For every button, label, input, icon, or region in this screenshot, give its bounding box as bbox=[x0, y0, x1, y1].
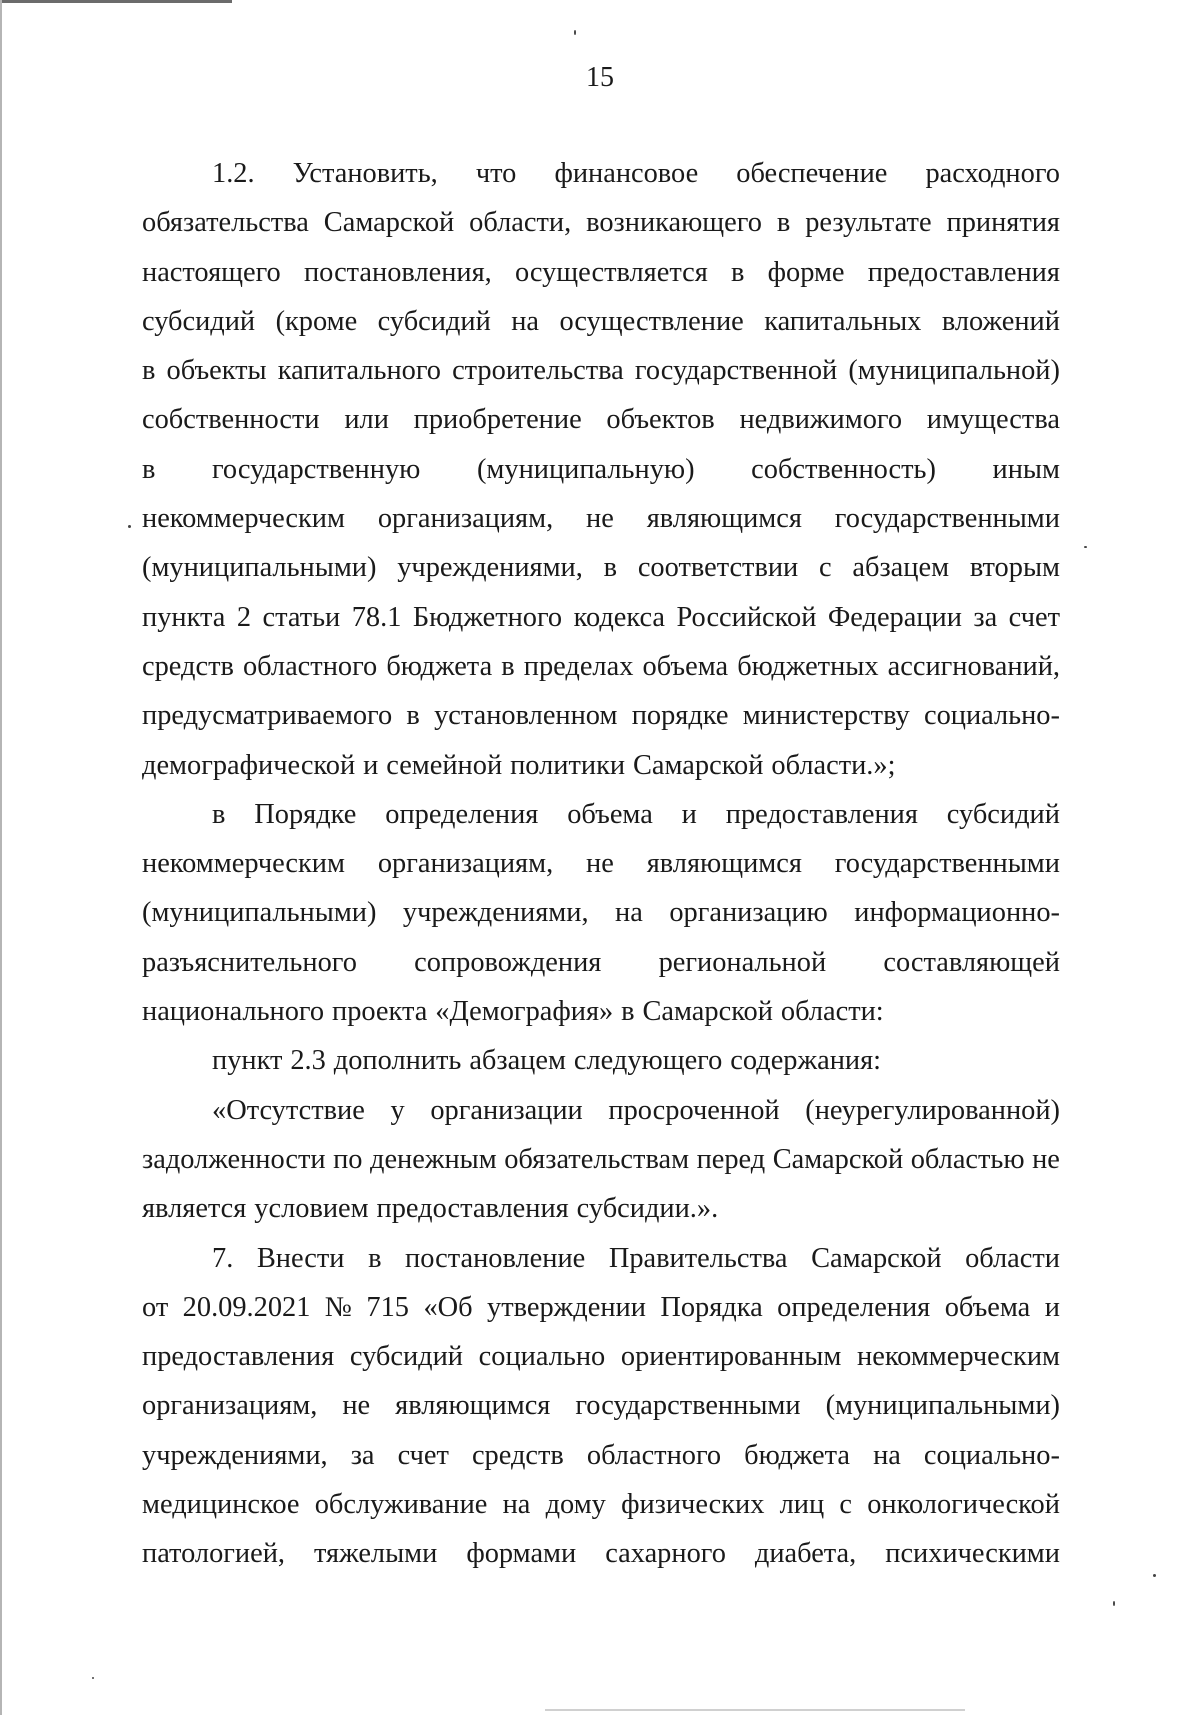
word: строительства bbox=[452, 355, 624, 387]
text-line bbox=[142, 746, 1060, 795]
word: не bbox=[342, 1390, 371, 1422]
word: пределах bbox=[523, 650, 634, 682]
word: собственность) bbox=[751, 453, 936, 485]
word: областью bbox=[910, 1143, 1025, 1175]
word: области, bbox=[469, 207, 572, 239]
word: Бюджетного bbox=[412, 601, 563, 633]
word: за bbox=[350, 1439, 375, 1471]
word: информационно- bbox=[854, 897, 1060, 929]
text-line bbox=[142, 1140, 1060, 1189]
word: Самарской bbox=[323, 207, 455, 239]
word: и bbox=[363, 749, 379, 781]
word: абзацем bbox=[852, 552, 950, 584]
word: Установить, bbox=[292, 158, 438, 189]
word: некоммерческим bbox=[142, 848, 345, 880]
word: семейной bbox=[386, 749, 503, 781]
word: некоммерческим bbox=[142, 503, 345, 535]
word: составляющей bbox=[883, 946, 1060, 978]
text-line bbox=[142, 1041, 1060, 1090]
word: предоставления bbox=[142, 1341, 335, 1373]
word: является bbox=[142, 1193, 247, 1225]
word: «Отсутствие bbox=[212, 1094, 365, 1126]
word: сахарного bbox=[605, 1538, 726, 1570]
text-line bbox=[142, 893, 1060, 942]
word: Порядка bbox=[660, 1291, 763, 1323]
word: обязательствам bbox=[504, 1143, 690, 1175]
word: бюджетных bbox=[737, 650, 879, 682]
word: финансовое bbox=[554, 158, 699, 189]
word: в bbox=[406, 700, 420, 732]
word: у bbox=[390, 1094, 405, 1126]
word: организацию bbox=[669, 897, 828, 929]
word: или bbox=[344, 404, 389, 436]
word: в bbox=[142, 453, 156, 485]
word: статьи bbox=[262, 601, 341, 633]
word: в bbox=[142, 355, 156, 387]
word: политики bbox=[510, 749, 626, 781]
word: предоставления bbox=[867, 256, 1060, 288]
word: учреждениями, bbox=[142, 1439, 328, 1471]
text-line bbox=[142, 1386, 1060, 1435]
word: субсидий bbox=[946, 798, 1060, 830]
word: иным bbox=[992, 453, 1060, 485]
scan-speck bbox=[1113, 1601, 1115, 1606]
text-line bbox=[142, 844, 1060, 893]
word: организации bbox=[430, 1094, 583, 1126]
text-line bbox=[142, 943, 1060, 992]
page-number: 15 bbox=[586, 62, 614, 93]
word: субсидий bbox=[377, 305, 491, 337]
word: просроченной bbox=[608, 1094, 780, 1126]
word: лиц bbox=[779, 1489, 825, 1521]
word: объектов bbox=[606, 404, 715, 436]
word: дополнить bbox=[333, 1045, 462, 1077]
word: 20.09.2021 bbox=[182, 1291, 311, 1323]
word: с bbox=[839, 1489, 853, 1521]
word: предоставления bbox=[725, 798, 918, 830]
word: принятия bbox=[946, 207, 1060, 239]
text-line bbox=[142, 696, 1060, 745]
word: социально- bbox=[923, 1439, 1060, 1471]
word: сопровождения bbox=[414, 946, 602, 978]
word: что bbox=[475, 158, 517, 189]
word: 7. bbox=[212, 1242, 234, 1274]
word: проекта bbox=[332, 996, 428, 1028]
word: на bbox=[511, 305, 540, 337]
word: учреждениями, bbox=[402, 897, 589, 929]
word: задолженности bbox=[142, 1143, 326, 1175]
text-line bbox=[142, 548, 1060, 597]
word: объекты bbox=[166, 355, 267, 387]
word: объема bbox=[944, 1291, 1031, 1323]
word: области: bbox=[780, 996, 884, 1028]
word: в bbox=[501, 650, 515, 682]
word: социально- bbox=[923, 700, 1060, 732]
text-line bbox=[142, 1189, 1060, 1238]
word: в bbox=[776, 207, 791, 239]
word: № bbox=[324, 1291, 352, 1323]
word: медицинское bbox=[142, 1489, 300, 1521]
word: определения bbox=[385, 798, 539, 830]
text-line bbox=[142, 1534, 1060, 1583]
word: (муниципальными) bbox=[142, 552, 377, 584]
text-line bbox=[142, 203, 1060, 252]
word: по bbox=[333, 1143, 363, 1175]
word: государственными bbox=[834, 848, 1060, 880]
word: государственной bbox=[634, 355, 838, 387]
word: вложений bbox=[941, 305, 1060, 337]
text-line bbox=[142, 400, 1060, 449]
word: в bbox=[621, 996, 635, 1028]
word: следующего bbox=[573, 1045, 723, 1077]
word: онкологической bbox=[867, 1489, 1060, 1521]
word: постановления, bbox=[303, 256, 492, 288]
word: порядке bbox=[631, 700, 729, 732]
word: пункта bbox=[142, 601, 226, 633]
word: соответствии bbox=[637, 552, 799, 584]
word: обязательства bbox=[142, 207, 309, 239]
word: кодекса bbox=[573, 601, 666, 633]
word: Самарской bbox=[642, 996, 773, 1028]
word: Внести bbox=[256, 1242, 345, 1274]
word: постановление bbox=[405, 1242, 586, 1274]
word: национального bbox=[142, 996, 325, 1028]
word: Порядке bbox=[254, 798, 357, 830]
word: (муниципальной) bbox=[848, 355, 1060, 387]
word: государственными bbox=[575, 1390, 801, 1422]
word: в bbox=[603, 552, 618, 584]
word: обслуживание bbox=[314, 1489, 488, 1521]
word: бюджета bbox=[386, 650, 493, 682]
word: 2 bbox=[236, 601, 252, 633]
word: определения bbox=[777, 1291, 931, 1323]
text-line bbox=[142, 450, 1060, 499]
scan-edge-left bbox=[0, 0, 2, 1715]
word: бюджета bbox=[744, 1439, 851, 1471]
word: Правительства bbox=[608, 1242, 788, 1274]
word: расходного bbox=[925, 158, 1060, 189]
word: осуществление bbox=[559, 305, 744, 337]
word: психическими bbox=[885, 1538, 1060, 1570]
word: являющимся bbox=[395, 1390, 551, 1422]
word: от bbox=[142, 1291, 169, 1323]
scan-speck bbox=[128, 525, 131, 528]
document-body bbox=[142, 154, 1060, 1584]
word: средств bbox=[471, 1439, 564, 1471]
text-line bbox=[142, 154, 1060, 203]
word: разъяснительного bbox=[142, 946, 357, 978]
word: установленном bbox=[434, 700, 618, 732]
word: организациям, bbox=[142, 1390, 318, 1422]
word: результате bbox=[805, 207, 932, 239]
word: на bbox=[502, 1489, 531, 1521]
word: патологией, bbox=[142, 1538, 286, 1570]
text-line bbox=[142, 598, 1060, 647]
word: средств bbox=[142, 650, 234, 682]
word: возникающего bbox=[586, 207, 762, 239]
text-line bbox=[142, 1091, 1060, 1140]
word: не bbox=[1032, 1143, 1060, 1175]
word: являющимся bbox=[646, 848, 802, 880]
word: диабета, bbox=[754, 1538, 857, 1570]
word: дому bbox=[545, 1489, 606, 1521]
word: и bbox=[681, 798, 697, 830]
word: не bbox=[586, 848, 614, 880]
word: капитальных bbox=[764, 305, 922, 337]
word: предоставления bbox=[376, 1193, 569, 1225]
word: содержания: bbox=[730, 1045, 882, 1077]
word: на bbox=[615, 897, 643, 929]
text-line bbox=[142, 992, 1060, 1041]
word: в bbox=[212, 798, 226, 830]
scan-speck bbox=[574, 30, 576, 35]
word: и bbox=[1044, 1291, 1060, 1323]
word: Российской bbox=[676, 601, 817, 633]
text-line bbox=[142, 1485, 1060, 1534]
text-line bbox=[142, 499, 1060, 548]
word: области.»; bbox=[771, 749, 896, 781]
word: объема bbox=[567, 798, 653, 830]
word: 78.1 bbox=[351, 601, 402, 633]
word: физических bbox=[621, 1489, 765, 1521]
word: капитального bbox=[277, 355, 441, 387]
word: не bbox=[586, 503, 614, 535]
word: областного bbox=[586, 1439, 722, 1471]
scan-speck bbox=[1153, 1574, 1156, 1577]
word: «Демография» bbox=[435, 996, 614, 1028]
text-line bbox=[142, 302, 1060, 351]
word: осуществляется bbox=[514, 256, 708, 288]
word: ориентированным bbox=[620, 1341, 842, 1373]
word: являющимся bbox=[646, 503, 802, 535]
text-line bbox=[142, 1288, 1060, 1337]
word: государственными bbox=[834, 503, 1060, 535]
text-line bbox=[142, 253, 1060, 302]
word: министерству bbox=[742, 700, 910, 732]
word: (кроме bbox=[275, 305, 358, 337]
text-line bbox=[142, 351, 1060, 400]
word: демографической bbox=[142, 749, 356, 781]
word: Федерации bbox=[827, 601, 962, 633]
word: обеспечение bbox=[736, 158, 888, 189]
word: Самарской bbox=[772, 1143, 904, 1175]
word: (муниципальными) bbox=[142, 897, 377, 929]
text-line bbox=[142, 1239, 1060, 1288]
scan-edge-bottom bbox=[545, 1709, 965, 1711]
scan-edge-top bbox=[0, 0, 232, 3]
text-line bbox=[142, 647, 1060, 696]
word: счет bbox=[397, 1439, 449, 1471]
word: (неурегулированной) bbox=[805, 1094, 1060, 1126]
word: 2.3 bbox=[290, 1045, 326, 1077]
word: некоммерческим bbox=[857, 1341, 1060, 1373]
word: перед bbox=[696, 1143, 766, 1175]
word: в bbox=[368, 1242, 382, 1274]
word: за bbox=[973, 601, 998, 633]
word: области bbox=[965, 1242, 1060, 1274]
word: форме bbox=[767, 256, 845, 288]
scan-speck bbox=[92, 1677, 94, 1679]
word: в bbox=[730, 256, 745, 288]
word: субсидий bbox=[349, 1341, 463, 1373]
text-line bbox=[142, 1436, 1060, 1485]
word: государственную bbox=[212, 453, 421, 485]
word: социально bbox=[478, 1341, 606, 1373]
word: предусматриваемого bbox=[142, 700, 393, 732]
scan-speck bbox=[1084, 546, 1087, 548]
word: 1.2. bbox=[212, 158, 255, 189]
text-line bbox=[142, 795, 1060, 844]
word: собственности bbox=[142, 404, 320, 436]
text-line bbox=[142, 1337, 1060, 1386]
word: счет bbox=[1008, 601, 1060, 633]
word: формами bbox=[466, 1538, 577, 1570]
word: субсидий bbox=[142, 305, 256, 337]
word: вторым bbox=[969, 552, 1060, 584]
word: утверждении bbox=[487, 1291, 646, 1323]
word: объема bbox=[642, 650, 729, 682]
word: организациям, bbox=[377, 503, 554, 535]
word: денежным bbox=[370, 1143, 497, 1175]
word: с bbox=[819, 552, 832, 584]
word: учреждениями, bbox=[397, 552, 583, 584]
word: 715 bbox=[366, 1291, 409, 1323]
word: пункт bbox=[212, 1045, 283, 1077]
word: ассигнований, bbox=[887, 650, 1060, 682]
word: (муниципальными) bbox=[825, 1390, 1060, 1422]
word: приобретение bbox=[413, 404, 582, 436]
word: Самарской bbox=[811, 1242, 942, 1274]
word: областного bbox=[242, 650, 378, 682]
word: недвижимого bbox=[739, 404, 903, 436]
word: Самарской bbox=[633, 749, 764, 781]
word: на bbox=[873, 1439, 901, 1471]
word: тяжелыми bbox=[314, 1538, 438, 1570]
word: субсидии.». bbox=[576, 1193, 719, 1225]
word: региональной bbox=[658, 946, 827, 978]
word: имущества bbox=[926, 404, 1060, 436]
word: «Об bbox=[423, 1291, 473, 1323]
word: (муниципальную) bbox=[476, 453, 695, 485]
word: абзацем bbox=[469, 1045, 566, 1077]
word: организациям, bbox=[377, 848, 554, 880]
word: настоящего bbox=[142, 256, 281, 288]
word: условием bbox=[254, 1193, 369, 1225]
